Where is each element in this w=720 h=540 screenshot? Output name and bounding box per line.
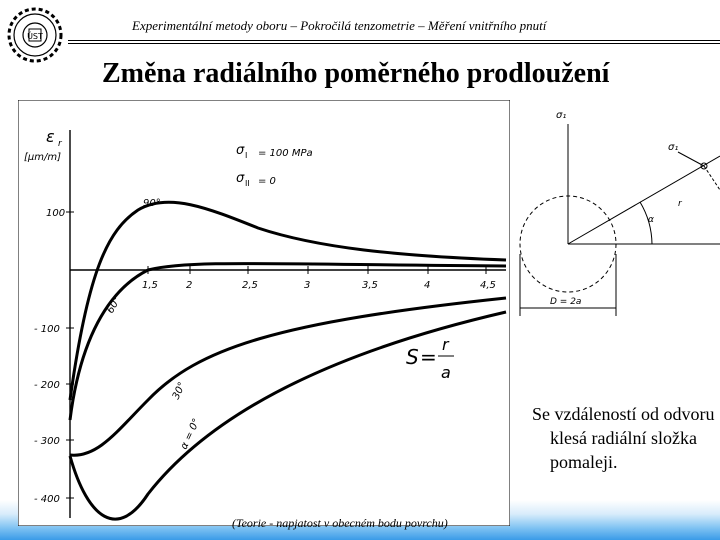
x-tick: 2 — [186, 280, 193, 291]
course-header: Experimentální metody oboru – Pokročilá tenzometrie – Měření vnitřního pnutí — [132, 18, 547, 33]
y-axis-symbol: ε — [46, 127, 55, 146]
hole-geometry-diagram — [518, 104, 720, 316]
y-axis-symbol-sub: r — [58, 139, 62, 149]
curve-label: 60° — [105, 294, 124, 316]
r-label: r — [678, 199, 682, 209]
sigma1-arrow-label: σ₁ — [668, 142, 679, 153]
param-sub: I — [245, 151, 248, 160]
slide-title: Změna radiálního poměrného prodloužení — [102, 58, 610, 89]
param-value: = 0 — [258, 176, 276, 187]
strain-graph — [18, 100, 510, 526]
graph-caption: (Teorie - napjatost v obecném bodu povrchu) — [232, 516, 448, 530]
side-note: Se vzdáleností od odvoru klesá radiální složka pomaleji. — [532, 404, 715, 472]
formula-equals: = — [420, 345, 437, 369]
x-tick: 4,5 — [480, 280, 496, 291]
x-tick: 4 — [424, 280, 431, 291]
diameter-label: D = 2a — [550, 297, 582, 307]
formula-denominator: a — [441, 363, 451, 382]
y-tick: - 300 — [34, 436, 60, 447]
param-symbol: σ — [236, 171, 245, 186]
curve-label: 90° — [143, 198, 161, 209]
param-sub: II — [245, 179, 250, 188]
x-tick: 1,5 — [142, 280, 158, 291]
sigma1-label: σ₁ — [556, 110, 567, 121]
y-axis-unit: [μm/m] — [24, 152, 62, 163]
alpha-label: α — [648, 215, 654, 225]
university-logo — [4, 4, 66, 66]
logo-text: ÚST — [27, 32, 43, 41]
param-symbol: σ — [236, 143, 245, 158]
y-tick: - 200 — [34, 380, 60, 391]
header-divider — [68, 40, 720, 41]
param-value: = 100 MPa — [258, 148, 313, 159]
y-tick: 100 — [46, 208, 66, 219]
curve-label: 30° — [170, 380, 189, 402]
formula-numerator: r — [442, 335, 449, 354]
x-tick: 3 — [304, 280, 311, 291]
curve-label: α = 0° — [178, 416, 203, 452]
x-tick: 3,5 — [362, 280, 378, 291]
x-tick: 2,5 — [242, 280, 258, 291]
y-tick: - 100 — [34, 324, 60, 335]
formula-lhs: S — [406, 345, 419, 369]
y-tick: - 400 — [34, 494, 60, 505]
radial-line — [568, 156, 720, 244]
header-divider-thin — [68, 43, 720, 44]
